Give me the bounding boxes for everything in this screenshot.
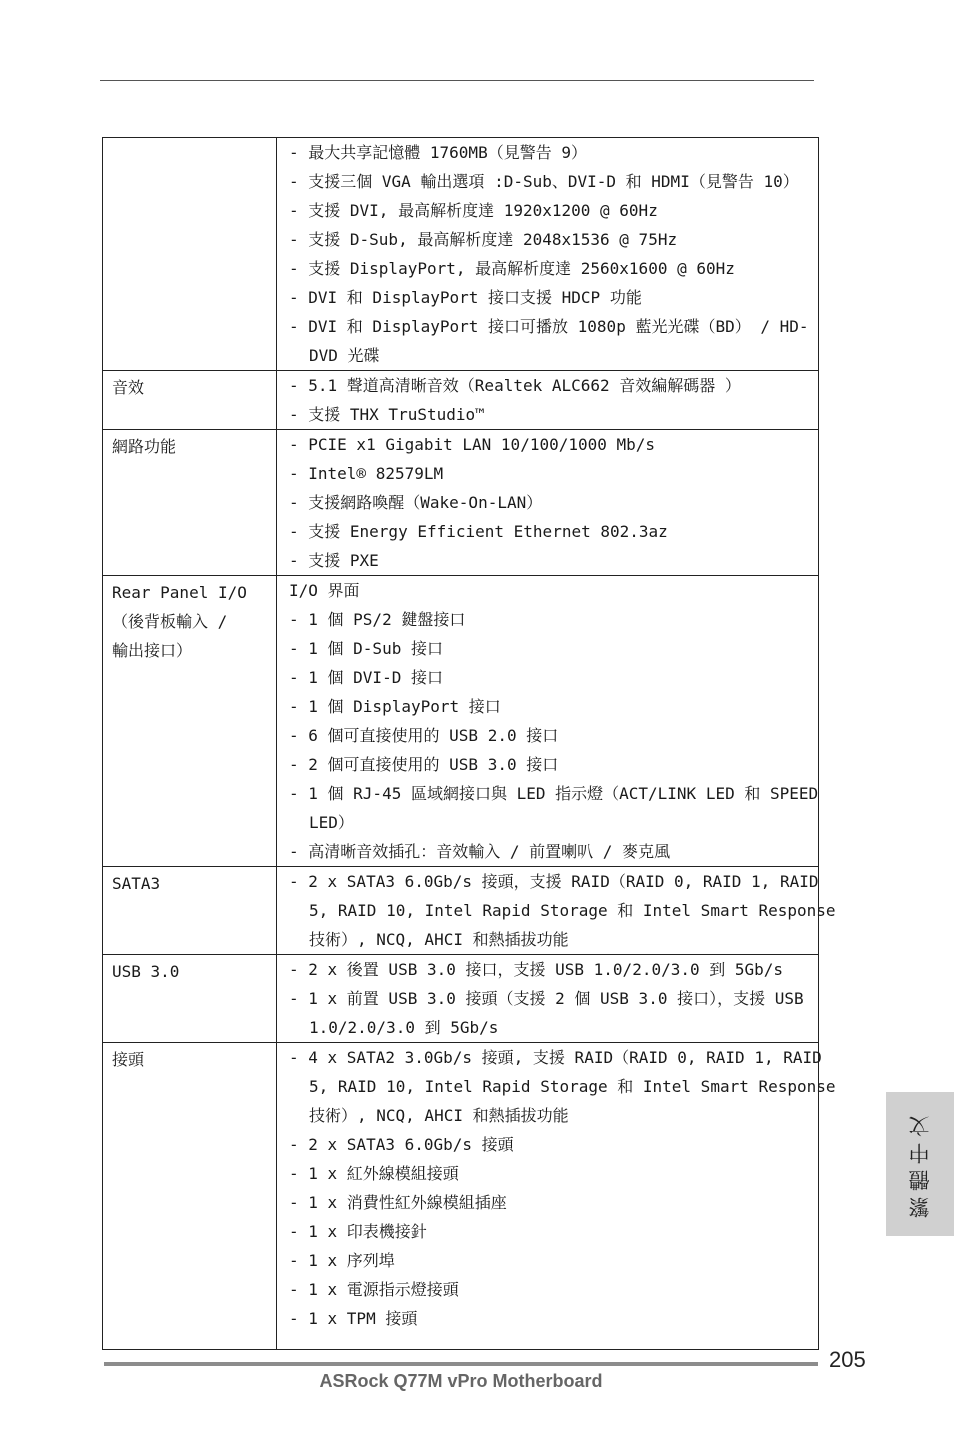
- footer-product-name: ASRock Q77M vPro Motherboard: [319, 1371, 603, 1391]
- spec-row: [103, 138, 819, 371]
- spec-label: USB 3.0: [112, 962, 180, 981]
- spec-label-cell: [103, 138, 277, 371]
- spec-label: 網路功能: [112, 437, 177, 456]
- spec-line: - 2 x SATA3 6.0Gb/s 接頭: [289, 1135, 514, 1154]
- spec-line: I/O 界面: [289, 581, 360, 600]
- spec-line: - PCIE x1 Gigabit LAN 10/100/1000 Mb/s: [289, 435, 656, 454]
- spec-value-cell: [277, 430, 819, 576]
- spec-line: DVD 光碟: [309, 346, 380, 365]
- spec-label-cell: [103, 576, 277, 867]
- spec-label-cell: [103, 430, 277, 576]
- spec-label: 輸出接口）: [112, 641, 193, 660]
- spec-row: [103, 955, 819, 1043]
- spec-line: - 1 x 消費性紅外線模組插座: [289, 1193, 507, 1212]
- header-rule: [100, 80, 814, 81]
- spec-line: - 1 x 印表機接針: [289, 1222, 427, 1241]
- spec-line: - 支援 PXE: [289, 551, 379, 570]
- spec-line: 5, RAID 10, Intel Rapid Storage 和 Intel Smart Response: [309, 901, 836, 920]
- spec-line: - 1 個 DisplayPort 接口: [289, 697, 501, 716]
- spec-line: - 支援三個 VGA 輸出選項 :D-Sub、DVI-D 和 HDMI（見警告 10）: [289, 172, 799, 191]
- spec-value-cell: [277, 1043, 836, 1350]
- spec-row: [103, 430, 819, 576]
- spec-row: [103, 576, 819, 867]
- language-tab: [886, 1092, 954, 1236]
- spec-line: - 1 x 電源指示燈接頭: [289, 1280, 459, 1299]
- language-tab-label: 繁體中文: [908, 1110, 932, 1218]
- spec-line: - 1 x 紅外線模組接頭: [289, 1164, 459, 1183]
- spec-line: - 支援 DVI, 最高解析度達 1920x1200 @ 60Hz: [289, 201, 658, 220]
- spec-line: - 6 個可直接使用的 USB 2.0 接口: [289, 726, 559, 745]
- spec-line: - DVI 和 DisplayPort 接口支援 HDCP 功能: [289, 288, 642, 307]
- spec-label: 音效: [112, 378, 145, 397]
- spec-value-cell: [277, 955, 819, 1043]
- spec-line: - DVI 和 DisplayPort 接口可播放 1080p 藍光光碟（BD） / HD-: [289, 317, 809, 336]
- spec-line: 1.0/2.0/3.0 到 5Gb/s: [309, 1018, 499, 1037]
- spec-value-cell: [277, 867, 836, 955]
- spec-line: - 2 x 後置 USB 3.0 接口，支援 USB 1.0/2.0/3.0 到 5Gb/s: [289, 960, 784, 979]
- spec-line: 技術）, NCQ, AHCI 和熱插拔功能: [309, 930, 569, 949]
- spec-label-cell: [103, 371, 277, 430]
- spec-line: - 1 個 RJ-45 區域網接口與 LED 指示燈（ACT/LINK LED 和 SPEED: [289, 784, 819, 803]
- spec-table-body: [103, 138, 836, 1350]
- spec-line: - 最大共享記憶體 1760MB（見警告 9）: [289, 143, 587, 162]
- spec-line: 5, RAID 10, Intel Rapid Storage 和 Intel Smart Response: [309, 1077, 836, 1096]
- spec-label-cell: [103, 1043, 277, 1350]
- spec-line: - 1 個 DVI-D 接口: [289, 668, 443, 687]
- spec-line: - 支援 DisplayPort, 最高解析度達 2560x1600 @ 60Hz: [289, 259, 735, 278]
- spec-line: - 1 x 序列埠: [289, 1251, 395, 1270]
- spec-label: （後背板輸入 /: [112, 612, 228, 631]
- spec-label-cell: [103, 867, 277, 955]
- spec-value-cell: [277, 576, 819, 867]
- spec-line: - 2 x SATA3 6.0Gb/s 接頭，支援 RAID（RAID 0, RAID 1, RAID: [289, 872, 819, 891]
- spec-line: - 4 x SATA2 3.0Gb/s 接頭, 支援 RAID（RAID 0, RAID 1, RAID: [289, 1048, 822, 1067]
- spec-line: - 1 x TPM 接頭: [289, 1309, 418, 1328]
- spec-row: [103, 867, 819, 955]
- page-number: 205: [829, 1347, 866, 1372]
- spec-line: - 支援 THX TruStudio™: [289, 405, 485, 424]
- spec-line: - 支援 D-Sub, 最高解析度達 2048x1536 @ 75Hz: [289, 230, 678, 249]
- spec-line: - Intel® 82579LM: [289, 464, 444, 483]
- cell-bottom-padding: [289, 1333, 818, 1349]
- spec-value-cell: [277, 371, 819, 430]
- spec-line: LED）: [309, 813, 354, 832]
- spec-line: - 2 個可直接使用的 USB 3.0 接口: [289, 755, 559, 774]
- spec-row: [103, 371, 819, 430]
- spec-line: - 1 x 前置 USB 3.0 接頭（支援 2 個 USB 3.0 接口），支援 USB: [289, 989, 804, 1008]
- spec-table: [102, 137, 836, 1350]
- spec-row: [103, 1043, 819, 1350]
- spec-line: - 1 個 PS/2 鍵盤接口: [289, 610, 466, 629]
- spec-line: - 5.1 聲道高清晰音效（Realtek ALC662 音效編解碼器 ）: [289, 376, 741, 395]
- spec-label: SATA3: [112, 874, 161, 893]
- spec-label: 接頭: [112, 1050, 145, 1069]
- spec-line: - 高清晰音效插孔：音效輸入 / 前置喇叭 / 麥克風: [289, 842, 671, 861]
- spec-label: Rear Panel I/O: [112, 583, 247, 602]
- spec-label-cell: [103, 955, 277, 1043]
- spec-line: - 支援 Energy Efficient Ethernet 802.3az: [289, 522, 668, 541]
- spec-line: - 1 個 D-Sub 接口: [289, 639, 443, 658]
- footer-rule: [104, 1362, 818, 1366]
- spec-value-cell: [277, 138, 819, 371]
- spec-line: - 支援網路喚醒（Wake-On-LAN）: [289, 493, 543, 512]
- spec-line: 技術）, NCQ, AHCI 和熱插拔功能: [309, 1106, 569, 1125]
